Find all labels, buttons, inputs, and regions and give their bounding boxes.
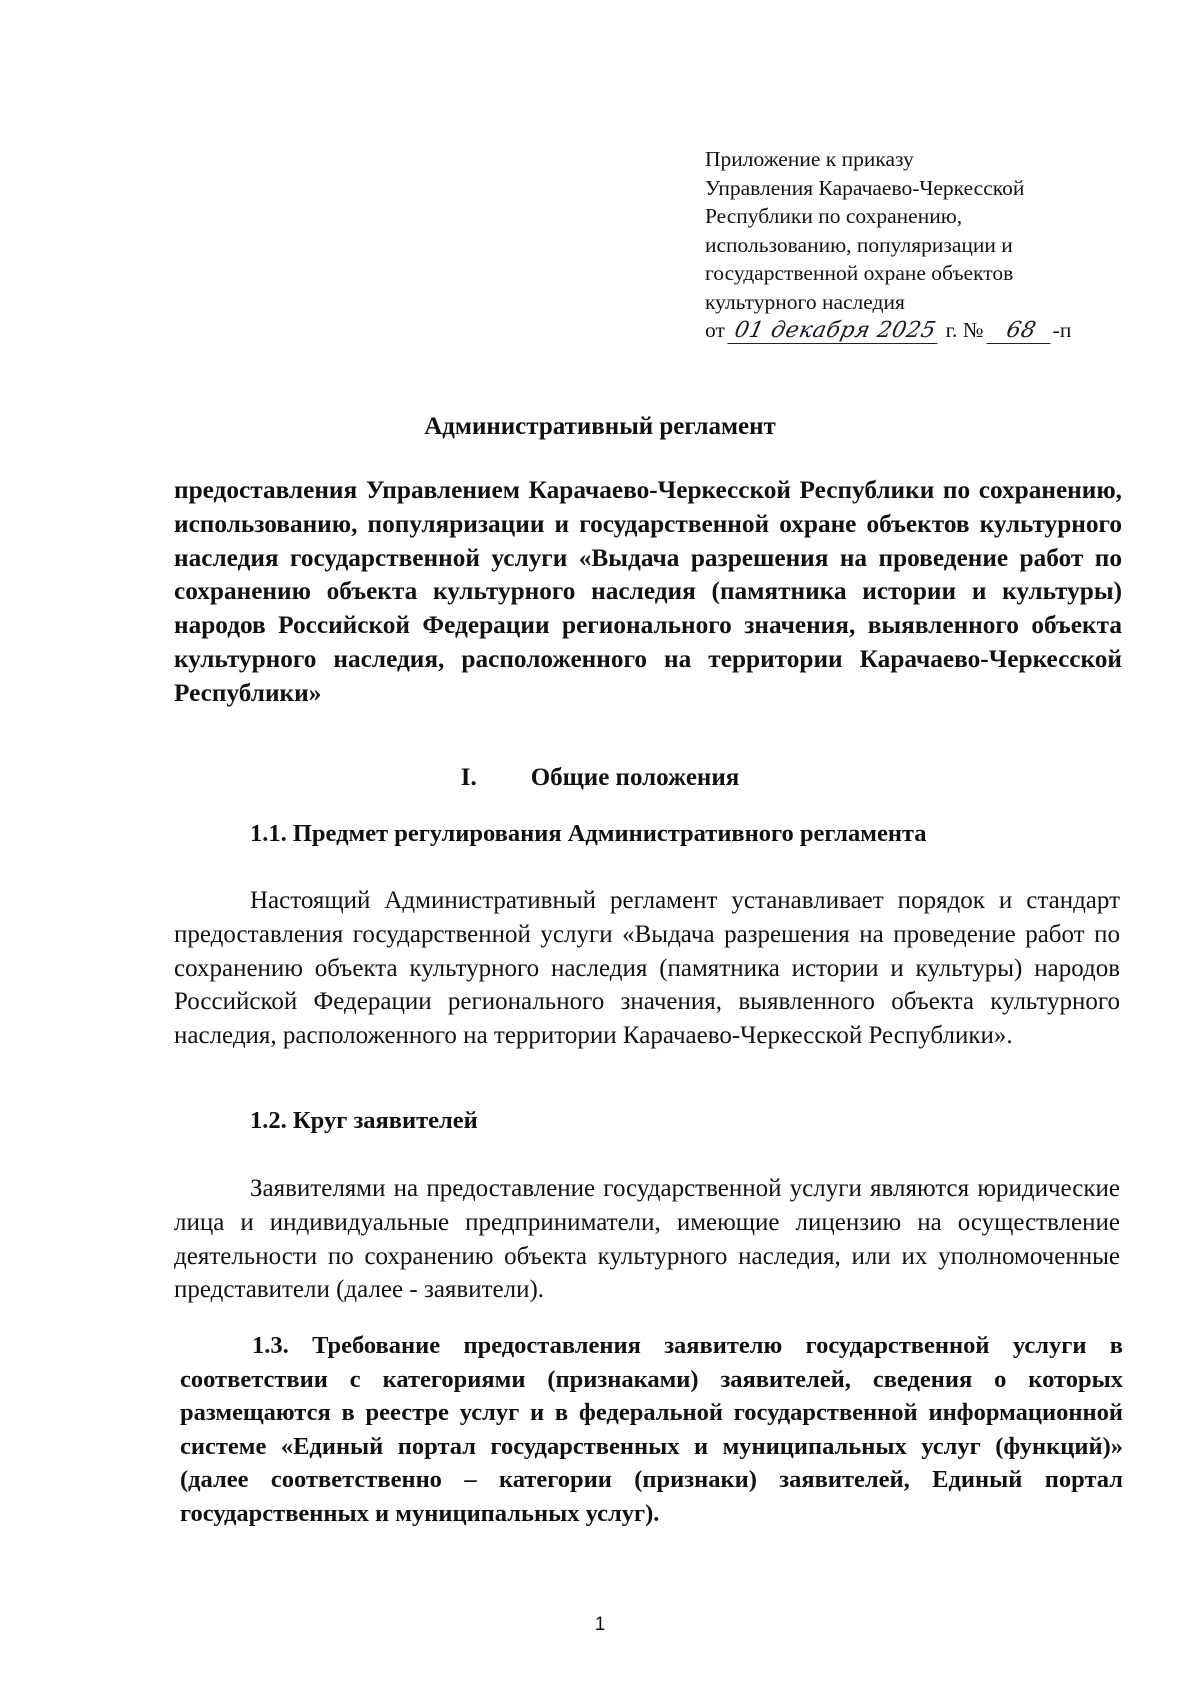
paragraph-1-2: Заявителями на предоставление государственной услуги являются юридические лица и индивидуальные предприниматели, имеющие лицензию на осуществление деятельности по сохранению объекта культурного наследия, или их уполномоченные представители (далее - заявители). [174,1175,1120,1304]
handwritten-date: 01 декабря 2025 [728,319,943,344]
page-number: 1 [594,1614,606,1635]
approval-line: использованию, популяризации и [705,232,1013,257]
section-title: Общие положения [530,764,740,791]
section-numeral: I. [460,764,477,791]
paragraph-1-1: Настоящий Административный регламент устанавливает порядок и стандарт предоставления государственной услуги «Выдача разрешения на проведение работ по сохранению объекта культурного наследия (памятника истории и культуры) народов Российской Федерации регионального значения, выявленного объекта культурного наследия, расположенного на территории Карачаево-Черкесской Республики». [174,887,1120,1050]
approval-block [705,145,1125,345]
year-suffix: г. [945,318,958,342]
approval-line: Приложение к приказу [705,147,914,171]
date-prefix: от [705,318,725,342]
approval-line: государственной охране объектов [705,261,1014,285]
subsection-heading-1-2: 1.2. Круг заявителей [250,1107,478,1134]
approval-line: Управления Карачаево-Черкесской [705,175,1025,200]
approval-line: Республики по сохранению, [705,204,963,228]
number-suffix: -п [1052,318,1072,342]
subsection-heading-1-1: 1.1. Предмет регулирования Административного регламента [250,820,927,847]
handwritten-order-number: 68 [986,319,1055,344]
number-sign: № [962,318,984,342]
section-heading [0,764,1200,792]
document-title: Административный регламент [424,413,776,440]
document-subtitle: предоставления Управлением Карачаево-Черкесской Республики по сохранению, использованию, популяризации и государственной охране объектов культурного наследия государственной услуги «Выдача разрешения на проведение работ по сохранению объекта культурного наследия (памятника истории и культуры) народов Российской Федерации регионального значения, выявленного объекта культурного наследия, расположенного на территории Карачаево-Черкесской Республики» [174,476,1122,707]
paragraph-1-3: 1.3. Требование предоставления заявителю государственной услуги в соответствии с категориями (признаками) заявителей, сведения о которых размещаются в реестре услуг и в федеральной государственной информационной системе «Единый портал государственных и муниципальных услуг (функций)» (далее соответственно – категории (признаки) заявителей, Единый портал государственных и муниципальных услуг). [180,1332,1123,1527]
approval-line: культурного наследия [705,289,905,314]
order-date-number-line [705,316,1125,345]
